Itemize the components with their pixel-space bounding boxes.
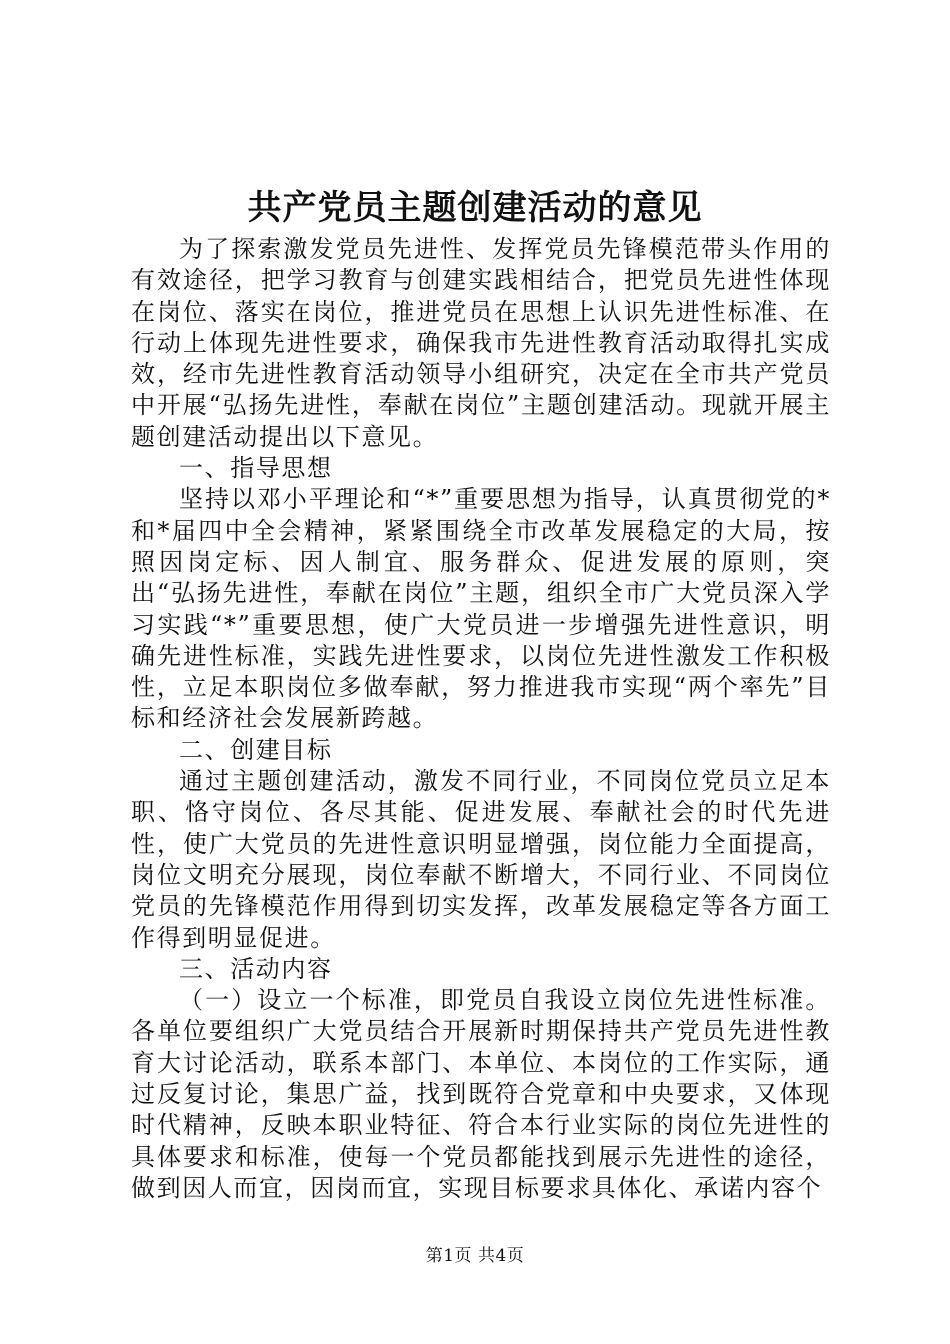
paragraph-intro: 为了探索激发党员先进性、发挥党员先锋模范带头作用的有效途径，把学习教育与创建实践相结合，把党员先进性体现在岗位、落实在岗位，推进党员在思想上认识先进性标准、在行动上体现先进性要求，确保我市先进性教育活动取得扎实成效，经市先进性教育活动领导小组研究，决定在全市共产党员中开展“弘扬先进性，奉献在岗位”主题创建活动。现就开展主题创建活动提出以下意见。: [131, 235, 831, 451]
paragraph-content-1: （一）设立一个标准，即党员自我设立岗位先进性标准。各单位要组织广大党员结合开展新时期保持共产党员先进性教育大讨论活动，联系本部门、本单位、本岗位的工作实际，通过反复讨论，集思广益，找到既符合党章和中央要求，又体现时代精神，反映本职业特征、符合本行业实际的岗位先进性的具体要求和标准，使每一个党员都能找到展示先进性的途径，做到因人而宜，因岗而宜，实现目标要求具体化、承诺内容个: [131, 986, 831, 1202]
paragraph-guiding-ideology: 坚持以邓小平理论和“*”重要思想为指导，认真贯彻党的*和*届四中全会精神，紧紧围绕全市改革发展稳定的大局，按照因岗定标、因人制宜、服务群众、促进发展的原则，突出“弘扬先进性，奉献在岗位”主题，组织全市广大党员深入学习实践“*”重要思想，使广大党员进一步增强先进性意识，明确先进性标准，实践先进性要求，以岗位先进性激发工作积极性，立足本职岗位多做奉献，努力推进我市实现“两个率先”目标和经济社会发展新跨越。: [131, 485, 831, 733]
paragraph-goals: 通过主题创建活动，激发不同行业，不同岗位党员立足本职、恪守岗位、各尽其能、促进发展、奉献社会的时代先进性，使广大党员的先进性意识明显增强，岗位能力全面提高，岗位文明充分展现，岗位奉献不断增大，不同行业、不同岗位党员的先锋模范作用得到切实发挥，改革发展稳定等各方面工作得到明显促进。: [131, 767, 831, 952]
section-heading-content: 三、活动内容: [179, 954, 333, 983]
section-heading-guiding-ideology: 一、指导思想: [179, 454, 333, 483]
section-heading-goals: 二、创建目标: [179, 735, 333, 764]
page-number-footer: 第1页 共4页: [425, 1246, 525, 1266]
document-title: 共产党员主题创建活动的意见: [247, 188, 703, 228]
document-body: [131, 234, 831, 1204]
